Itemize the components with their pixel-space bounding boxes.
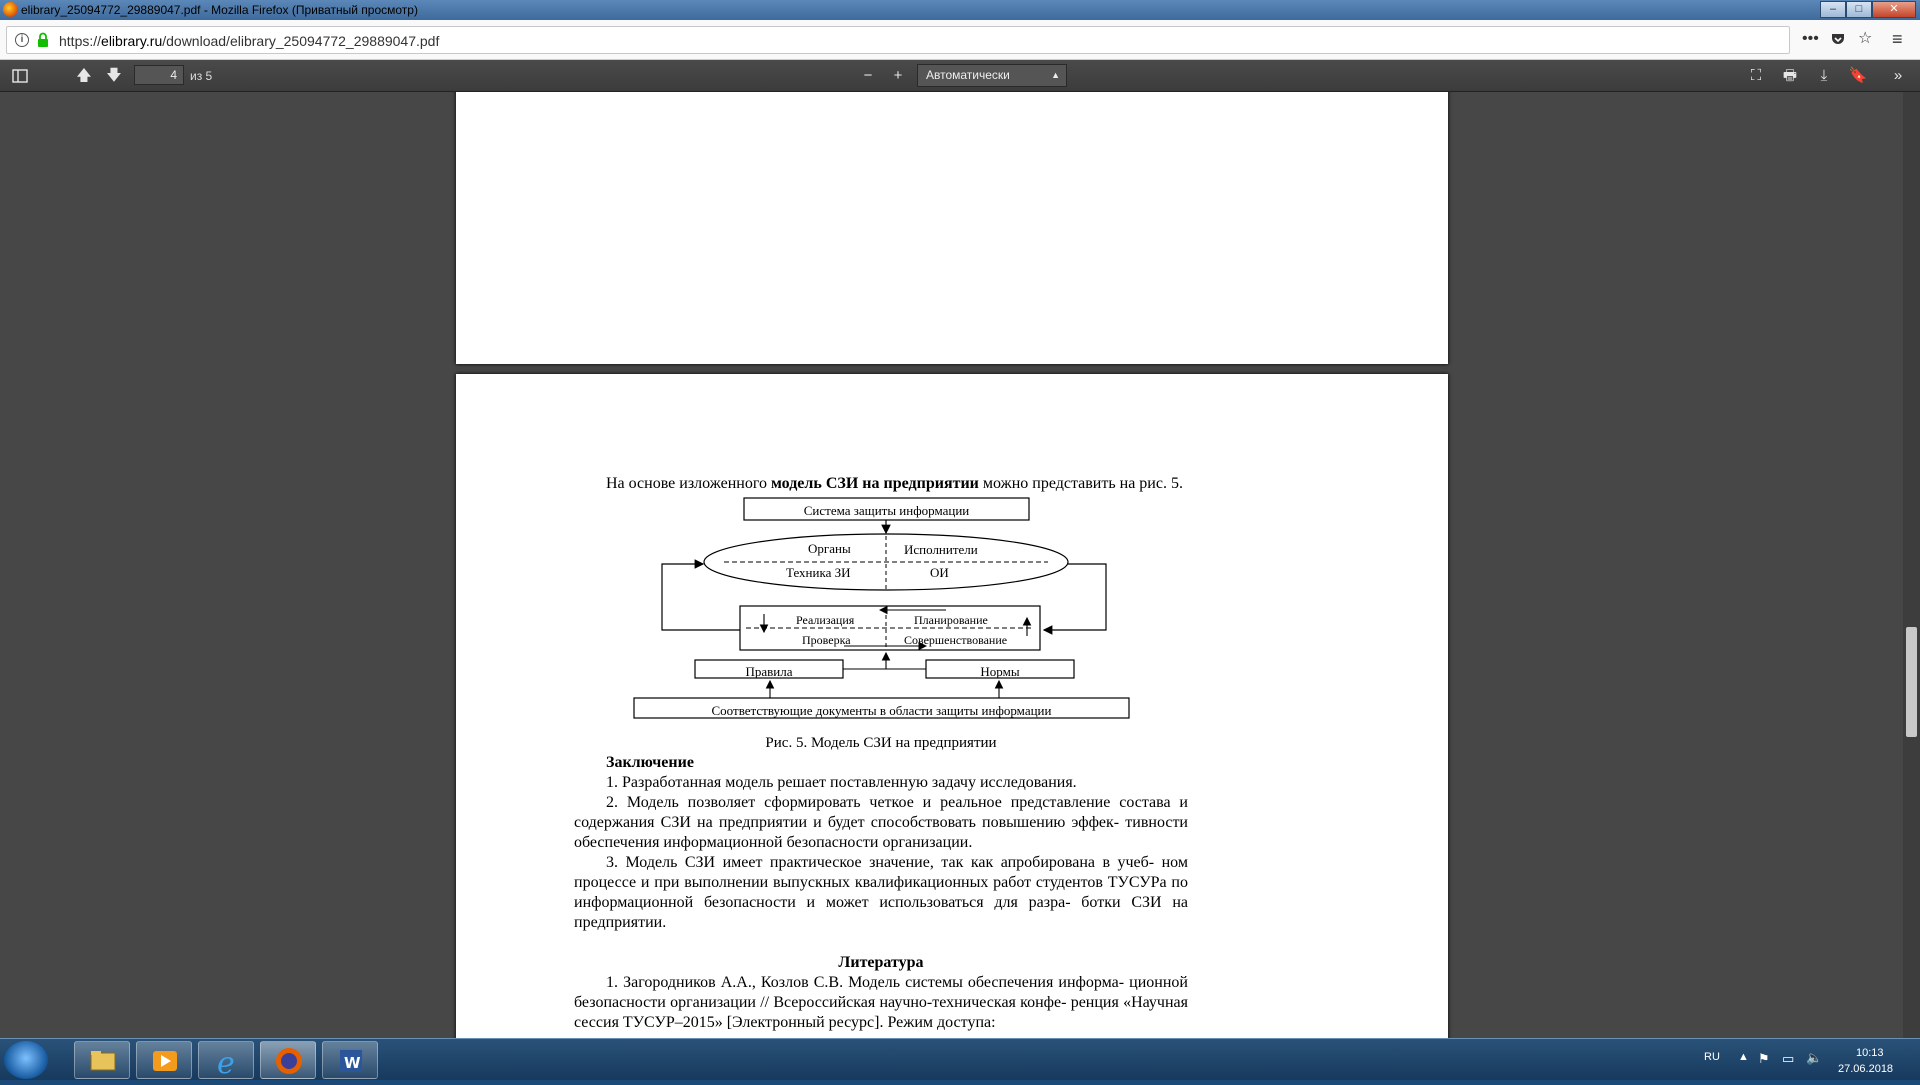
network-icon[interactable]: ▭ bbox=[1782, 1051, 1795, 1066]
pdf-page-4 bbox=[456, 374, 1448, 1038]
folder-icon bbox=[75, 1042, 131, 1080]
vertical-scrollbar[interactable] bbox=[1903, 92, 1920, 1038]
scrollbar-thumb[interactable] bbox=[1906, 627, 1917, 737]
tray-expand-icon[interactable]: ▲ bbox=[1738, 1051, 1749, 1063]
start-button[interactable] bbox=[4, 1041, 48, 1079]
info-icon[interactable]: i bbox=[15, 33, 29, 47]
window-titlebar bbox=[0, 0, 1920, 20]
menu-icon[interactable]: ≡ bbox=[1892, 29, 1903, 49]
firefox-logo-icon bbox=[3, 2, 18, 17]
media-player-taskbar-button[interactable] bbox=[136, 1041, 192, 1079]
page-content bbox=[574, 474, 1188, 1033]
zoom-in-button[interactable]: + bbox=[893, 67, 903, 84]
szi-model-diagram bbox=[574, 496, 1188, 733]
zoom-out-button[interactable]: − bbox=[863, 67, 873, 84]
diagram-lines bbox=[574, 496, 1188, 733]
ellipse-label-oi: ОИ bbox=[930, 565, 949, 580]
more-icon[interactable]: ••• bbox=[1802, 30, 1819, 47]
conclusion-item-1: 1. Разработанная модель решает поставленную задачу исследования. bbox=[606, 774, 1077, 791]
reference-item-1: 1. Загородников А.А., Козлов С.В. Модель системы обеспечения информа- ционной безопасности организации // Всероссийская научно-техническая конфе- ренция «Научная сессия ТУСУР–2015» [Электронный ресурс]. Режим доступа: bbox=[574, 974, 1188, 1031]
word-icon bbox=[323, 1042, 379, 1080]
action-center-icon[interactable]: ⚑ bbox=[1758, 1051, 1770, 1066]
bottom-box-label: Соответствующие документы в области защиты информации bbox=[711, 703, 1052, 718]
rules-label: Правила bbox=[745, 664, 793, 679]
pdf-page-3 bbox=[456, 92, 1448, 364]
minimize-button[interactable]: – bbox=[1820, 1, 1846, 18]
internet-explorer-icon bbox=[199, 1042, 255, 1080]
word-taskbar-button[interactable] bbox=[322, 1041, 378, 1079]
page-count-label: из 5 bbox=[190, 69, 213, 83]
explorer-taskbar-button[interactable] bbox=[74, 1041, 130, 1079]
lock-icon[interactable] bbox=[37, 32, 49, 48]
zoom-value: Автоматически bbox=[926, 68, 1010, 82]
maximize-button[interactable]: □ bbox=[1846, 1, 1872, 18]
tools-icon[interactable]: » bbox=[1893, 67, 1903, 84]
internet-explorer-taskbar-button[interactable] bbox=[198, 1041, 254, 1079]
media-player-icon bbox=[137, 1042, 193, 1080]
cycle-label-improvement: Совершенствование bbox=[904, 633, 1008, 647]
references-heading: Литература bbox=[838, 954, 924, 971]
top-box-label: Система защиты информации bbox=[803, 503, 970, 518]
page-number-input[interactable]: 4 bbox=[134, 65, 184, 85]
cycle-label-implementation: Реализация bbox=[796, 613, 855, 627]
ellipse-label-organs: Органы bbox=[808, 541, 851, 556]
conclusion-heading: Заключение bbox=[606, 754, 694, 771]
ellipse-label-technique: Техника ЗИ bbox=[786, 565, 851, 580]
cycle-label-planning: Планирование bbox=[914, 613, 988, 627]
svg-text:W: W bbox=[344, 1054, 361, 1072]
pdf-toolbar bbox=[0, 60, 1920, 92]
star-icon[interactable]: ☆ bbox=[1858, 30, 1873, 47]
ellipse-label-executors: Исполнители bbox=[904, 542, 978, 557]
bookmark-icon[interactable]: 🔖 bbox=[1848, 67, 1868, 84]
clock-time[interactable]: 10:13 bbox=[1856, 1047, 1884, 1059]
volume-icon[interactable]: 🔈 bbox=[1806, 1050, 1823, 1065]
url-field[interactable] bbox=[6, 26, 1790, 54]
clock-date[interactable]: 27.06.2018 bbox=[1838, 1063, 1894, 1075]
presentation-mode-icon[interactable]: ⛶ bbox=[1750, 67, 1762, 84]
download-icon[interactable]: ⤓ bbox=[1820, 67, 1828, 84]
next-page-icon[interactable]: 🡇 bbox=[106, 67, 122, 84]
cycle-label-check: Проверка bbox=[802, 633, 851, 647]
conclusion-item-2: 2. Модель позволяет сформировать четкое и реальное представление состава и содержания СЗИ на предприятии и будет способствовать повышению эффек- тивности обеспечения информационной безопасности организации. bbox=[574, 794, 1188, 851]
svg-text:e: e bbox=[217, 1046, 235, 1080]
url-text[interactable]: https://elibrary.ru/download/elibrary_25094772_29889047.pdf bbox=[59, 33, 440, 49]
sidebar-toggle-icon[interactable] bbox=[8, 65, 32, 87]
taskbar bbox=[0, 1038, 1920, 1080]
language-indicator[interactable]: RU bbox=[1704, 1051, 1720, 1063]
navigation-bar bbox=[0, 20, 1920, 60]
norms-label: Нормы bbox=[980, 664, 1020, 679]
intro-paragraph: На основе изложенного модель СЗИ на предприятии можно представить на рис. 5. bbox=[606, 475, 1183, 492]
zoom-select[interactable] bbox=[917, 64, 1067, 87]
figure-caption: Рис. 5. Модель СЗИ на предприятии bbox=[765, 735, 997, 751]
print-icon[interactable]: 🖶 bbox=[1782, 67, 1798, 84]
conclusion-item-3: 3. Модель СЗИ имеет практическое значение, так как апробирована в учеб- ном процессе и при выполнении выпускных квалификационных работ студентов ТУСУРа по информационной безопасности и может использоваться для разра- ботки СЗИ на предприятии. bbox=[574, 854, 1188, 931]
window-title: elibrary_25094772_29889047.pdf - Mozilla Firefox (Приватный просмотр) bbox=[21, 3, 418, 17]
chevron-down-icon: ▲ bbox=[1051, 70, 1060, 80]
pocket-icon[interactable] bbox=[1830, 31, 1846, 47]
pdf-viewer[interactable] bbox=[0, 92, 1920, 1038]
previous-page-icon[interactable]: 🡅 bbox=[76, 67, 92, 84]
close-button[interactable]: ✕ bbox=[1872, 1, 1916, 18]
firefox-icon bbox=[261, 1042, 317, 1080]
firefox-taskbar-button[interactable] bbox=[260, 1041, 316, 1079]
